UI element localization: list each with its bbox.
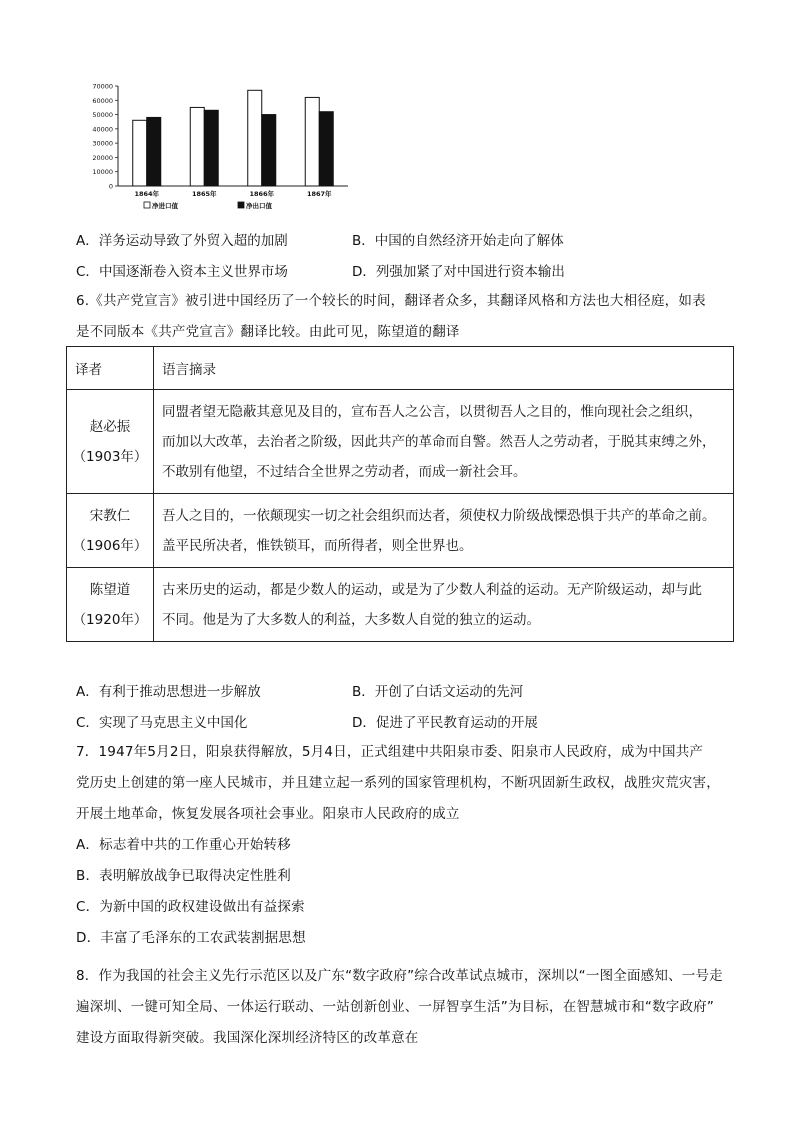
- translator-cell: [67, 568, 154, 642]
- y-tick-label: 20000: [92, 153, 113, 162]
- excerpt-line: 盖平民所决者，惟铁锁耳，而所得者，则全世界也。: [162, 537, 473, 554]
- import-bar: [133, 120, 147, 186]
- option-letter: C．: [76, 715, 99, 731]
- option-text: 中国的自然经济开始走向了解体: [374, 233, 564, 249]
- q6-stem-line-2: 是不同版本《共产党宣言》翻译比较。由此可见，陈望道的翻译: [76, 324, 460, 340]
- import-bar: [190, 107, 204, 186]
- table-row: [67, 494, 734, 568]
- translator-cell: [67, 390, 154, 494]
- export-bar: [147, 117, 161, 186]
- y-tick-label: 50000: [92, 111, 113, 120]
- excerpt-cell: [154, 390, 734, 494]
- excerpt-line: 而加以大改革，去治者之阶级，因此共产的革命而自警。然吾人之劳动者，于脱其束缚之外，: [162, 433, 716, 450]
- import-bar: [248, 90, 262, 186]
- chart-svg: [86, 78, 356, 220]
- excerpt-line: 古来历史的运动，都是少数人的运动，或是为了少数人利益的运动。无产阶级运动，却与此: [162, 581, 702, 598]
- q8-stem-line-3: 建设方面取得新突破。我国深化深圳经济特区的改革意在: [76, 1030, 419, 1046]
- import-bar: [305, 97, 319, 186]
- legend-swatch-export: [238, 202, 244, 208]
- q7-option-a[interactable]: A．标志着中共的工作重心开始转移: [76, 837, 291, 853]
- translator-year: （1920年）: [72, 611, 148, 628]
- excerpt-line: 同盟者望无隐蔽其意见及目的，宣布吾人之公言，以贯彻吾人之目的，惟向现社会之组织，: [162, 403, 702, 420]
- option-letter: A．: [76, 684, 99, 700]
- translator-name: 陈望道: [89, 581, 131, 598]
- q8-stem-line-2: 遍深圳、一键可知全局、一体运行联动、一站创新创业、一屏智享生活”为目标，在智慧城市和“数字政府”: [76, 999, 715, 1015]
- header-translator: 译者: [67, 347, 154, 390]
- translator-name: 赵必振: [89, 418, 131, 435]
- x-tick-label: 1865年: [191, 190, 217, 198]
- trade-bar-chart: [86, 78, 356, 220]
- legend-swatch-import: [144, 202, 150, 208]
- q5-option-b[interactable]: [352, 229, 564, 249]
- option-letter: B．: [352, 233, 375, 249]
- q7-option-d[interactable]: D．丰富了毛泽东的工农武装割据思想: [76, 930, 306, 946]
- excerpt-cell: [154, 568, 734, 642]
- option-text: 实现了马克思主义中国化: [98, 715, 248, 731]
- option-text: 开创了白话文运动的先河: [374, 684, 524, 700]
- excerpt-line: 吾人之目的，一依颠现实一切之社会组织而达者，须使权力阶级战慄恐惧于共产的革命之前。: [162, 507, 716, 524]
- translator-year: （1906年）: [72, 537, 148, 554]
- excerpt-cell: [154, 494, 734, 568]
- option-text: 列强加紧了对中国进行资本输出: [375, 264, 565, 280]
- q6-option-c[interactable]: [76, 711, 247, 731]
- q5-option-a[interactable]: [76, 229, 288, 249]
- option-text: 中国逐渐卷入资本主义世界市场: [98, 264, 288, 280]
- y-tick-label: 0: [108, 182, 113, 191]
- table-header-row: [67, 347, 734, 390]
- translator-cell: [67, 494, 154, 568]
- q5-option-c[interactable]: [76, 260, 288, 280]
- translator-year: （1903年）: [72, 448, 148, 465]
- option-text: 洋务运动导致了外贸入超的加剧: [98, 233, 288, 249]
- q7-stem-line-2: 党历史上创建的第一座人民城市，并且建立起一系列的国家管理机构，不断巩固新生政权，战胜灾荒灾害，: [76, 775, 720, 791]
- y-tick-label: 10000: [92, 168, 113, 177]
- option-letter: A．: [76, 233, 99, 249]
- table-row: [67, 390, 734, 494]
- excerpt-line: 不敢别有他望，不过结合全世界之劳动者，而成一新社会耳。: [162, 463, 527, 480]
- y-tick-label: 30000: [92, 139, 113, 148]
- q5-option-d[interactable]: [352, 260, 565, 280]
- export-bar: [319, 112, 333, 186]
- q7-option-b[interactable]: B．表明解放战争已取得决定性胜利: [76, 868, 291, 884]
- q6-option-a[interactable]: [76, 680, 261, 700]
- y-tick-label: 40000: [92, 125, 113, 134]
- q7-option-c[interactable]: C．为新中国的政权建设做出有益探索: [76, 899, 305, 915]
- y-tick-label: 70000: [92, 82, 113, 91]
- option-letter: D．: [352, 264, 376, 280]
- y-tick-label: 60000: [92, 96, 113, 105]
- export-bar: [204, 110, 218, 186]
- excerpt-line: 不同。他是为了大多数人的利益，大多数人自觉的独立的运动。: [162, 611, 540, 628]
- translator-name: 宋教仁: [89, 507, 131, 524]
- q8-stem-line-1: 8．作为我国的社会主义先行示范区以及广东“数字政府”综合改革试点城市，深圳以“一图全面感知、一号走: [76, 968, 723, 984]
- option-letter: B．: [352, 684, 375, 700]
- x-tick-label: 1864年: [134, 190, 160, 198]
- q6-stem-line-1: 6.《共产党宣言》被引进中国经历了一个较长的时间，翻译者众多，其翻译风格和方法也大相径庭，如表: [76, 293, 706, 309]
- export-bar: [262, 115, 276, 186]
- q7-stem-line-3: 开展土地革命，恢复发展各项社会事业。阳泉市人民政府的成立: [76, 806, 460, 822]
- option-text: 有利于推动思想进一步解放: [98, 684, 261, 700]
- option-text: 促进了平民教育运动的开展: [375, 715, 538, 731]
- option-letter: C．: [76, 264, 99, 280]
- q6-option-b[interactable]: [352, 680, 523, 700]
- table-row: [67, 568, 734, 642]
- option-letter: D．: [352, 715, 376, 731]
- q6-option-d[interactable]: [352, 711, 538, 731]
- x-tick-label: 1867年: [306, 190, 332, 198]
- x-tick-label: 1866年: [249, 190, 275, 198]
- header-excerpt: 语言摘录: [154, 347, 734, 390]
- legend-label: 净进口值: [152, 202, 178, 210]
- q7-stem-line-1: 7．1947年5月2日，阳泉获得解放，5月4日，正式组建中共阳泉市委、阳泉市人民政府，成为中国共产: [76, 744, 704, 760]
- translation-comparison-table: [66, 346, 734, 642]
- legend-label: 净出口值: [246, 202, 272, 210]
